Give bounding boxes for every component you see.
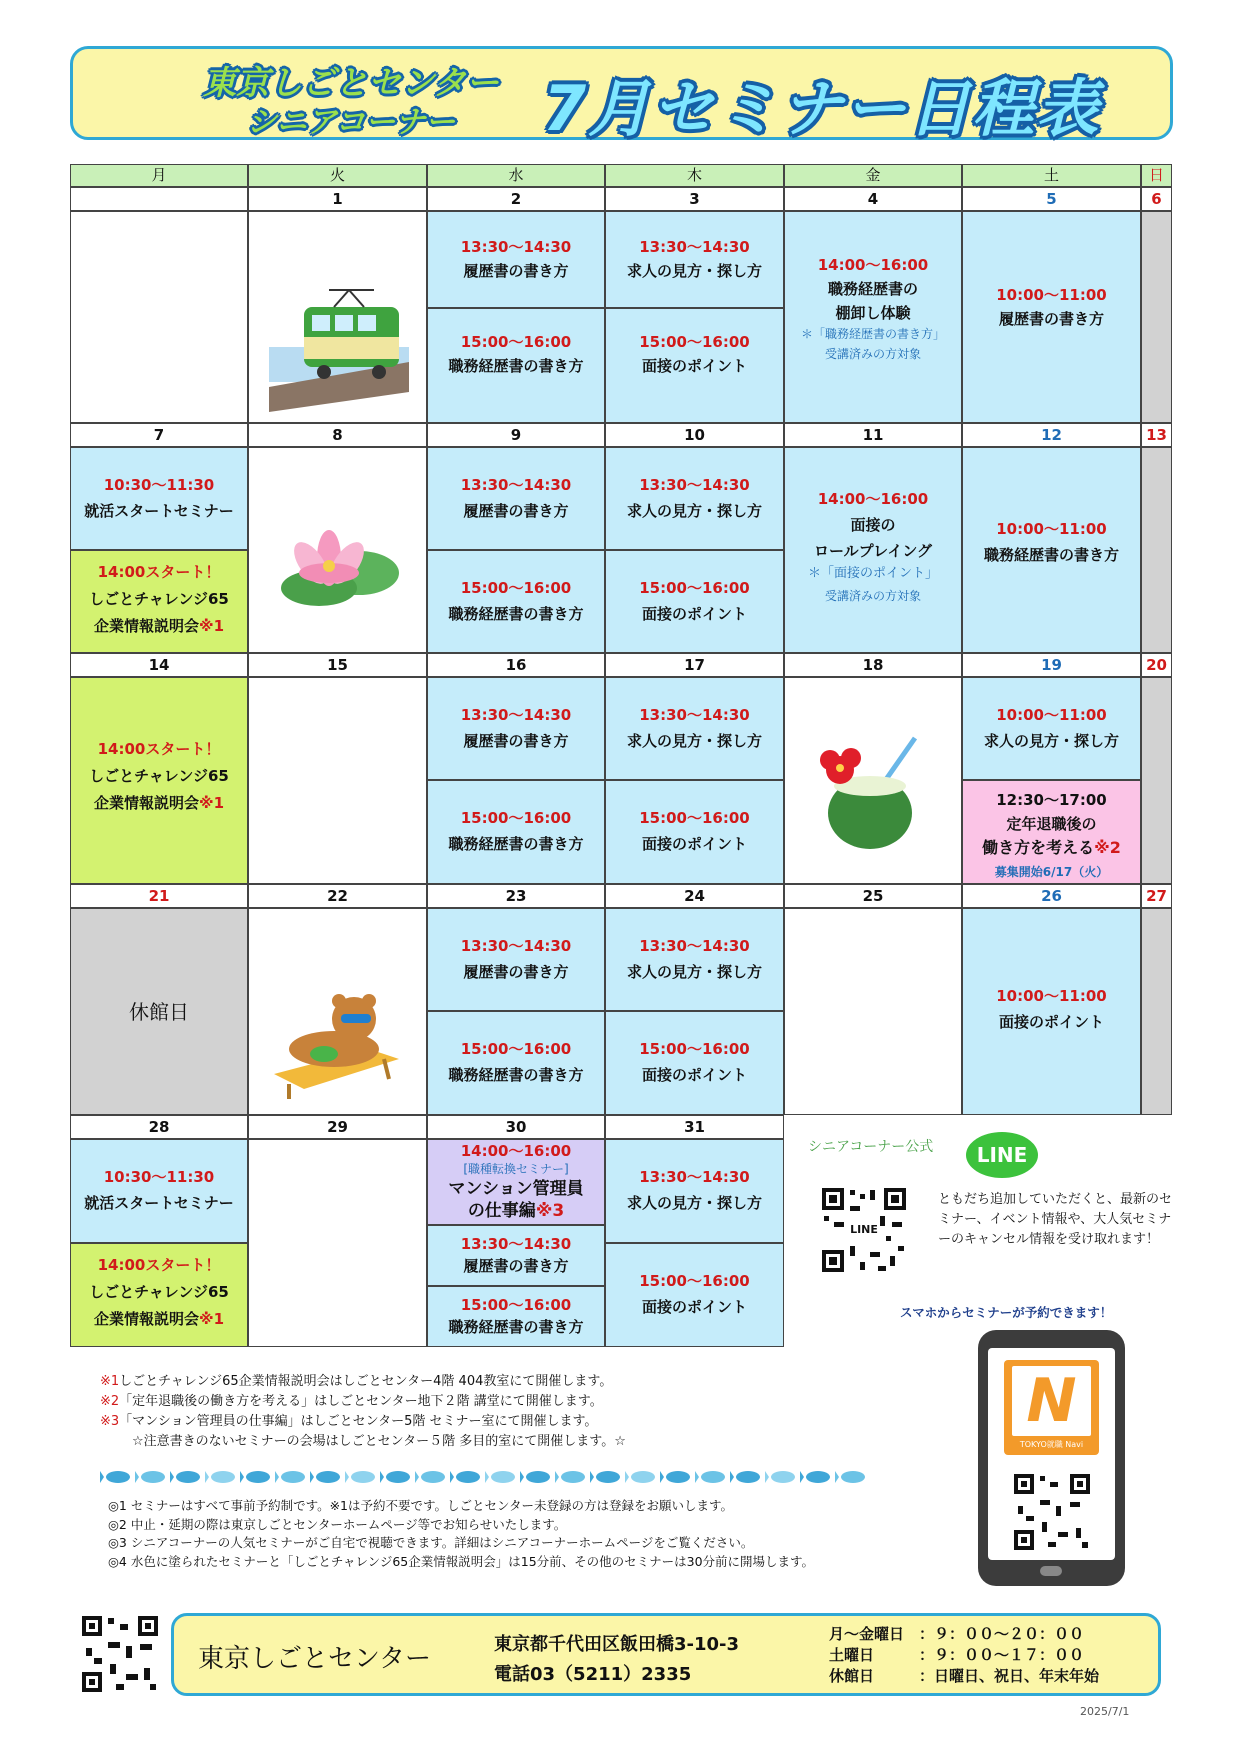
seminar-cell[interactable]: [962, 908, 1141, 1115]
fish-icon: [800, 1471, 830, 1483]
footer-phone[interactable]: 電話03（5211）2335: [494, 1664, 692, 1685]
fish-icon: [135, 1471, 165, 1483]
seminar-cell[interactable]: [605, 447, 784, 550]
coconut-illustration-cell: [784, 677, 962, 884]
hours-value: ：９：００〜２０：００: [919, 1625, 1085, 1643]
empty-cell: [248, 677, 427, 884]
seminar-time: 14:00スタート！: [97, 1256, 221, 1274]
date-cell-sat: 19: [962, 653, 1141, 677]
hours-label: 土曜日: [829, 1646, 875, 1664]
footer-hours: [829, 1624, 1099, 1687]
seminar-note: 受講済みの方対象: [824, 589, 921, 603]
seminar-title: 求人の見方・探し方: [626, 1194, 762, 1212]
weekday-mon: 月: [70, 164, 248, 187]
venue-notes: [100, 1372, 626, 1452]
seminar-title: 企業情報説明会: [93, 1310, 199, 1328]
date-cell-sun: 6: [1141, 187, 1172, 211]
seminar-cell[interactable]: [427, 908, 605, 1011]
fish-icon: [765, 1471, 795, 1483]
general-note: ◎2 中止・延期の際は東京しごとセンターホームページ等でお知らせいたします。: [108, 1516, 567, 1532]
seminar-title: 求人の見方・探し方: [626, 262, 762, 280]
date-cell-sun: 27: [1141, 884, 1172, 908]
seminar-title: 面接のポイント: [641, 1066, 747, 1084]
weekday-fri: 金: [784, 164, 962, 187]
date-cell: 4: [784, 187, 962, 211]
seminar-title: 求人の見方・探し方: [626, 963, 762, 981]
seminar-cell[interactable]: [784, 211, 962, 423]
app-logo-label: TOKYO就職 Navi: [1019, 1440, 1084, 1449]
seminar-title: 企業情報説明会: [93, 617, 199, 635]
app-logo[interactable]: [1004, 1360, 1099, 1455]
date-cell: 9: [427, 423, 605, 447]
general-note: ◎3 シニアコーナーの人気セミナーがご自宅で視聴できます。詳細はシニアコーナーホームページをご覧ください。: [108, 1535, 754, 1550]
sunday-closed-cell: [1141, 908, 1172, 1115]
date-cell-sat: 12: [962, 423, 1141, 447]
seminar-time: 10:30〜11:30: [103, 1168, 215, 1186]
seminar-title: 職務経歴書の書き方: [983, 546, 1119, 564]
sunday-closed-cell: [1141, 447, 1172, 653]
venue-default-note: ☆注意書きのないセミナーの会場はしごとセンター５階 多目的室にて開催します。☆: [132, 1434, 626, 1449]
seminar-time: 15:00〜16:00: [639, 579, 750, 597]
date-cell: 1: [248, 187, 427, 211]
seminar-title: 企業情報説明会: [93, 794, 199, 812]
qr-code-icon: [1012, 1472, 1092, 1552]
note-mark: ※1: [198, 794, 225, 812]
seminar-title: ロールプレイング: [813, 542, 933, 560]
seminar-title: 職務経歴書の書き方: [448, 1318, 584, 1336]
seminar-cell[interactable]: [605, 211, 784, 308]
seminar-title: 履歴書の書き方: [463, 732, 569, 750]
seminar-time: 15:00〜16:00: [639, 1272, 750, 1290]
venue-note: [100, 1392, 626, 1412]
org-name: 東京しごとセンター: [203, 63, 499, 102]
seminar-title: 面接のポイント: [641, 605, 747, 623]
seminar-title: の仕事編: [467, 1201, 536, 1221]
fish-icon: [100, 1471, 130, 1483]
weekday-sun: 日: [1141, 164, 1172, 187]
seminar-note: ＊「面接のポイント」: [807, 566, 938, 581]
note-text: しごとチャレンジ65企業情報説明会はしごとセンター4階 404教室にて開催します。: [119, 1374, 613, 1389]
career-change-seminar-cell[interactable]: [427, 1139, 605, 1225]
fish-icon: [170, 1471, 200, 1483]
date-cell: 2: [427, 187, 605, 211]
seminar-cell[interactable]: [605, 1139, 784, 1243]
sunday-closed-cell: [1141, 677, 1172, 884]
seminar-title: 履歴書の書き方: [463, 502, 569, 520]
fish-icon: [415, 1471, 445, 1483]
coconut-drink-icon: [785, 678, 962, 884]
fish-divider: [100, 1468, 880, 1486]
seminar-time: 15:00〜16:00: [639, 1040, 750, 1058]
app-logo-letter-icon: N: [1012, 1366, 1091, 1436]
fish-icon: [520, 1471, 550, 1483]
seminar-title: 面接のポイント: [998, 1013, 1104, 1031]
seminar-time: 13:30〜14:30: [460, 937, 572, 955]
weekday-sat: 土: [962, 164, 1141, 187]
seminar-title: しごとチャレンジ65: [89, 1283, 229, 1301]
seminar-cell[interactable]: [962, 211, 1141, 423]
date-cell: 11: [784, 423, 962, 447]
challenge-cell[interactable]: [70, 550, 248, 653]
fish-icon: [590, 1471, 620, 1483]
seminar-title: 求人の見方・探し方: [626, 732, 762, 750]
closed-day-label: 休館日: [129, 1000, 189, 1024]
note-mark: ※1: [198, 1310, 225, 1328]
seminar-time: 13:30〜14:30: [639, 706, 750, 724]
seminar-cell[interactable]: [427, 550, 605, 653]
org-corner: シニアコーナー: [246, 105, 456, 140]
fish-icon: [695, 1471, 725, 1483]
date-cell-sat: 26: [962, 884, 1141, 908]
hours-value: ：日曜日、祝日、年末年始: [919, 1667, 1100, 1685]
seminar-cell[interactable]: [427, 308, 605, 423]
footer-qr-code[interactable]: [82, 1616, 158, 1692]
date-empty: [70, 187, 248, 211]
general-notes: [108, 1497, 814, 1571]
seminar-title: 職務経歴書の書き方: [448, 835, 584, 853]
seminar-time: 15:00〜16:00: [639, 809, 750, 827]
retirement-seminar-cell[interactable]: [962, 780, 1141, 884]
seminar-title: 履歴書の書き方: [463, 1257, 569, 1275]
date-cell: 3: [605, 187, 784, 211]
seminar-time: 14:00〜16:00: [817, 490, 929, 508]
seminar-time: 15:00〜16:00: [460, 333, 572, 351]
seminar-title: 履歴書の書き方: [463, 262, 569, 280]
seminar-cell[interactable]: [427, 211, 605, 308]
closed-day-cell: [70, 908, 248, 1115]
footer-address: 東京都千代田区飯田橋3-10-3: [494, 1634, 740, 1655]
fish-icon: [275, 1471, 305, 1483]
venue-note: [100, 1372, 626, 1392]
header-banner: [70, 46, 1173, 145]
seminar-time: 13:30〜14:30: [639, 1168, 750, 1186]
date-cell: 7: [70, 423, 248, 447]
fish-icon: [555, 1471, 585, 1483]
seminar-note: 受講済みの方対象: [824, 347, 921, 361]
seminar-title: しごとチャレンジ65: [89, 767, 229, 785]
seminar-time: 13:30〜14:30: [460, 1235, 572, 1253]
general-note: ◎4 水色に塗られたセミナーと「しごとチャレンジ65企業情報説明会」は15分前、その他のセミナーは30分前に開場します。: [108, 1553, 815, 1569]
seminar-time: 10:00〜11:00: [996, 987, 1107, 1005]
line-qr-code[interactable]: [820, 1186, 908, 1274]
seminar-cell[interactable]: [427, 1011, 605, 1115]
seminar-time: 13:30〜14:30: [639, 238, 750, 256]
note-mark: ※1: [100, 1374, 120, 1389]
seminar-title: 求人の見方・探し方: [626, 502, 762, 520]
seminar-title: 職務経歴書の書き方: [448, 357, 584, 375]
seminar-cell[interactable]: [427, 1286, 605, 1347]
seminar-title: 就活スタートセミナー: [84, 1194, 234, 1212]
line-label: シニアコーナー公式: [808, 1139, 934, 1155]
general-note: ◎1 セミナーはすべて事前予約制です。※1は予約不要です。しごとセンター未登録の方は登録をお願いします。: [108, 1498, 734, 1513]
seminar-title: 職務経歴書の書き方: [448, 1066, 584, 1084]
seminar-title: 定年退職後の: [1006, 815, 1097, 833]
note-text: 「定年退職後の働き方を考える」はしごとセンター地下２階 講堂にて開催します。: [119, 1394, 603, 1409]
seminar-cell[interactable]: [70, 447, 248, 550]
date-cell: 24: [605, 884, 784, 908]
date-cell: 16: [427, 653, 605, 677]
seminar-cell[interactable]: [962, 677, 1141, 780]
weekday-thu: 木: [605, 164, 784, 187]
seminar-title: 働き方を考える: [982, 838, 1095, 857]
fish-icon: [660, 1471, 690, 1483]
fish-icon: [205, 1471, 235, 1483]
seminar-time: 14:00〜16:00: [460, 1142, 572, 1160]
seminar-cell[interactable]: [605, 1243, 784, 1347]
seminar-cell[interactable]: [784, 447, 962, 653]
seminar-time: 15:00〜16:00: [460, 1296, 572, 1314]
seminar-cell[interactable]: [605, 677, 784, 780]
fish-icon: [240, 1471, 270, 1483]
fish-icon: [625, 1471, 655, 1483]
seminar-time: 13:30〜14:30: [639, 937, 750, 955]
seminar-title: 職務経歴書の: [827, 280, 918, 298]
seminar-title: 棚卸し体験: [835, 304, 911, 322]
date-cell: 14: [70, 653, 248, 677]
seminar-time: 10:30〜11:30: [103, 476, 215, 494]
weekday-wed: 水: [427, 164, 605, 187]
date-cell: 10: [605, 423, 784, 447]
seminar-cell[interactable]: [605, 308, 784, 423]
lotus-icon: [249, 448, 427, 653]
seminar-cell[interactable]: [427, 447, 605, 550]
seminar-title: 就活スタートセミナー: [84, 502, 234, 520]
issue-date: 2025/7/1: [1080, 1705, 1130, 1718]
note-mark: ※3: [535, 1201, 565, 1221]
sunbathing-bear-icon: [249, 909, 427, 1115]
fish-icon: [380, 1471, 410, 1483]
seminar-cell[interactable]: [605, 550, 784, 653]
date-cell: 8: [248, 423, 427, 447]
seminar-time: 10:00〜11:00: [996, 706, 1107, 724]
hours-value: ：９：００〜１７：００: [919, 1646, 1085, 1664]
fish-icon: [485, 1471, 515, 1483]
lotus-illustration-cell: [248, 447, 427, 653]
seminar-time: 13:30〜14:30: [639, 476, 750, 494]
date-cell: 23: [427, 884, 605, 908]
footer-org-name: 東京しごとセンター: [198, 1644, 431, 1674]
smartphone-illustration: [978, 1330, 1125, 1586]
fish-row-icon: [100, 1468, 880, 1486]
seminar-title: 面接のポイント: [641, 1298, 747, 1316]
date-cell: 25: [784, 884, 962, 908]
seminar-note: ＊「職務経歴書の書き方」: [800, 327, 945, 341]
train-icon: [249, 212, 427, 423]
seminar-time: 14:00〜16:00: [817, 256, 929, 274]
seminar-title: 求人の見方・探し方: [983, 732, 1119, 750]
bear-illustration-cell: [248, 908, 427, 1115]
seminar-cell[interactable]: [70, 1139, 248, 1243]
app-qr-code[interactable]: [1012, 1472, 1092, 1552]
note-mark: ※3: [100, 1414, 120, 1429]
seminar-title: しごとチャレンジ65: [89, 590, 229, 608]
empty-cell: [70, 211, 248, 423]
home-button-icon: [1040, 1566, 1062, 1576]
fish-icon: [310, 1471, 340, 1483]
date-cell: 17: [605, 653, 784, 677]
note-mark: ※2: [100, 1394, 120, 1409]
seminar-title: 履歴書の書き方: [463, 963, 569, 981]
seminar-time: 14:00スタート！: [97, 563, 221, 581]
seminar-time: 15:00〜16:00: [460, 809, 572, 827]
seminar-time: 12:30〜17:00: [996, 791, 1107, 809]
date-cell-sat: 5: [962, 187, 1141, 211]
qr-code-icon: [82, 1616, 158, 1692]
fish-icon: [835, 1471, 865, 1483]
note-mark: ※2: [1094, 838, 1121, 857]
seminar-time: 15:00〜16:00: [460, 579, 572, 597]
date-cell-sun: 20: [1141, 653, 1172, 677]
date-cell: 31: [605, 1115, 784, 1139]
fish-icon: [345, 1471, 375, 1483]
date-cell: 15: [248, 653, 427, 677]
seminar-note: 募集開始6/17（火）: [994, 865, 1109, 879]
weekday-tue: 火: [248, 164, 427, 187]
seminar-cell[interactable]: [962, 447, 1141, 653]
seminar-time: 15:00〜16:00: [639, 333, 750, 351]
seminar-title: 面接のポイント: [641, 357, 747, 375]
page-title: 7月セミナー日程表: [543, 72, 1101, 145]
footer-box: [171, 1613, 1161, 1696]
sunday-closed-cell: [1141, 211, 1172, 423]
date-cell-holiday: 21: [70, 884, 248, 908]
seminar-title: 履歴書の書き方: [998, 310, 1104, 328]
seminar-time: 15:00〜16:00: [460, 1040, 572, 1058]
hours-label: 休館日: [829, 1667, 875, 1685]
fish-icon: [730, 1471, 760, 1483]
seminar-time: 10:00〜11:00: [996, 286, 1107, 304]
date-cell: 29: [248, 1115, 427, 1139]
seminar-title: 面接の: [850, 516, 896, 534]
seminar-cell[interactable]: [427, 1225, 605, 1286]
line-message: ともだち追加していただくと、最新のセミナー、イベント情報や、大人気セミナーのキャンセル情報を受け取れます！: [938, 1192, 1173, 1247]
seminar-time: 13:30〜14:30: [460, 476, 572, 494]
challenge-cell[interactable]: [70, 677, 248, 884]
seminar-title: マンション管理員: [448, 1179, 584, 1199]
seminar-cell[interactable]: [427, 677, 605, 780]
seminar-time: 14:00スタート！: [97, 740, 221, 758]
seminar-cell[interactable]: [427, 780, 605, 884]
empty-cell: [784, 908, 962, 1115]
note-mark: ※1: [198, 617, 225, 635]
train-illustration-cell: [248, 211, 427, 423]
line-badge[interactable]: LINE: [966, 1132, 1038, 1178]
hours-label: 月〜金曜日: [829, 1625, 905, 1643]
fish-icon: [450, 1471, 480, 1483]
seminar-cell[interactable]: [605, 1011, 784, 1115]
empty-cell: [248, 1139, 427, 1347]
seminar-tag: [職種転換セミナー]: [463, 1162, 569, 1176]
date-cell-sun: 13: [1141, 423, 1172, 447]
seminar-time: 13:30〜14:30: [460, 238, 572, 256]
date-cell: 30: [427, 1115, 605, 1139]
seminar-cell[interactable]: [605, 780, 784, 884]
seminar-time: 13:30〜14:30: [460, 706, 572, 724]
challenge-cell[interactable]: [70, 1243, 248, 1347]
qr-caption: LINE: [850, 1223, 878, 1236]
seminar-time: 10:00〜11:00: [996, 520, 1107, 538]
date-cell: 22: [248, 884, 427, 908]
venue-note: [100, 1412, 626, 1432]
note-text: 「マンション管理員の仕事編」はしごとセンター5階 セミナー室にて開催します。: [119, 1414, 598, 1429]
smartphone-caption: スマホからセミナーが予約できます！: [900, 1305, 1113, 1320]
seminar-title: 職務経歴書の書き方: [448, 605, 584, 623]
seminar-title: 面接のポイント: [641, 835, 747, 853]
date-cell: 18: [784, 653, 962, 677]
date-cell: 28: [70, 1115, 248, 1139]
seminar-cell[interactable]: [605, 908, 784, 1011]
